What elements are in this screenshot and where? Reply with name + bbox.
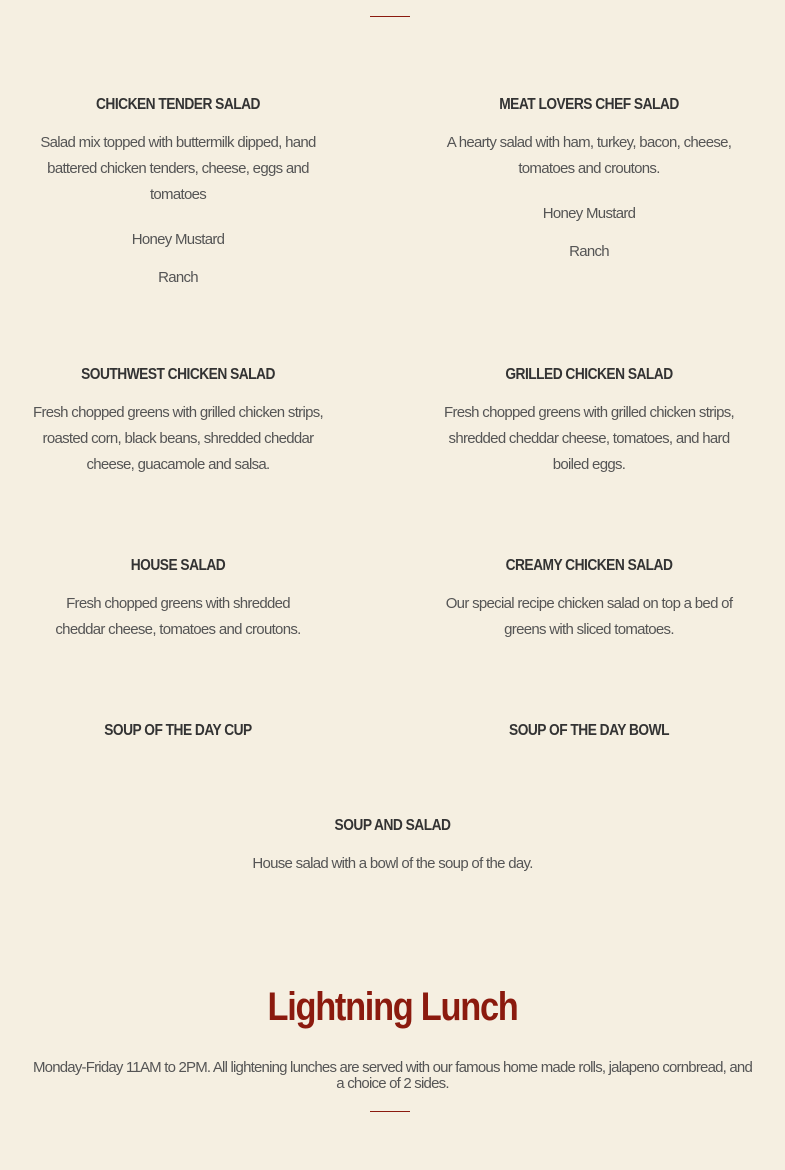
menu-item-description: House salad with a bowl of the soup of the day.: [252, 855, 533, 872]
menu-item: [30, 95, 326, 288]
menu-item-description: Fresh chopped greens with shredded cheddar cheese, tomatoes and croutons.: [55, 595, 301, 638]
menu-item-name: CREAMY CHICKEN SALAD: [505, 557, 673, 574]
divider-rule: [370, 16, 410, 17]
menu-item: [200, 816, 585, 877]
menu-item-description: Salad mix topped with buttermilk dipped, hand battered chicken tenders, cheese, eggs and tomatoes: [40, 134, 316, 203]
menu-item-name: GRILLED CHICKEN SALAD: [505, 366, 673, 383]
menu-item: [30, 721, 326, 741]
section-description: Monday-Friday 11AM to 2PM. All lightening lunches are served with our famous home made rolls, jalapeno cornbread, and a choice of 2 sides.: [32, 1059, 753, 1092]
menu-item-description: Fresh chopped greens with grilled chicken strips, roasted corn, black beans, shredded cheddar cheese, guacamole and salsa.: [32, 404, 324, 473]
menu-item-name: SOUP AND SALAD: [334, 817, 451, 834]
divider-rule: [370, 1111, 410, 1112]
menu-item: [30, 556, 326, 643]
menu-item-name: SOUP OF THE DAY CUP: [104, 722, 252, 739]
menu-item-description: Fresh chopped greens with grilled chicken strips, shredded cheddar cheese, tomatoes, and hard boiled eggs.: [443, 404, 735, 473]
menu-item-name: MEAT LOVERS CHEF SALAD: [499, 96, 679, 113]
menu-item-option: Honey Mustard: [542, 205, 636, 222]
menu-item: [441, 95, 737, 262]
menu-item-name: CHICKEN TENDER SALAD: [96, 96, 260, 113]
menu-item-option: Ranch: [569, 243, 609, 260]
menu-item: [30, 365, 326, 478]
menu-item-description: A hearty salad with ham, turkey, bacon, cheese, tomatoes and croutons.: [446, 134, 732, 177]
menu-item-option: Honey Mustard: [131, 231, 225, 248]
section-title: Lightning Lunch: [267, 985, 518, 1029]
menu-item-option: Ranch: [158, 269, 198, 286]
menu-item-name: SOUP OF THE DAY BOWL: [509, 722, 669, 739]
menu-item: [441, 556, 737, 643]
menu-item-name: HOUSE SALAD: [130, 557, 226, 574]
menu-item-name: SOUTHWEST CHICKEN SALAD: [81, 366, 275, 383]
menu-item: [441, 721, 737, 741]
menu-item-description: Our special recipe chicken salad on top a bed of greens with sliced tomatoes.: [445, 595, 733, 638]
menu-item: [441, 365, 737, 478]
